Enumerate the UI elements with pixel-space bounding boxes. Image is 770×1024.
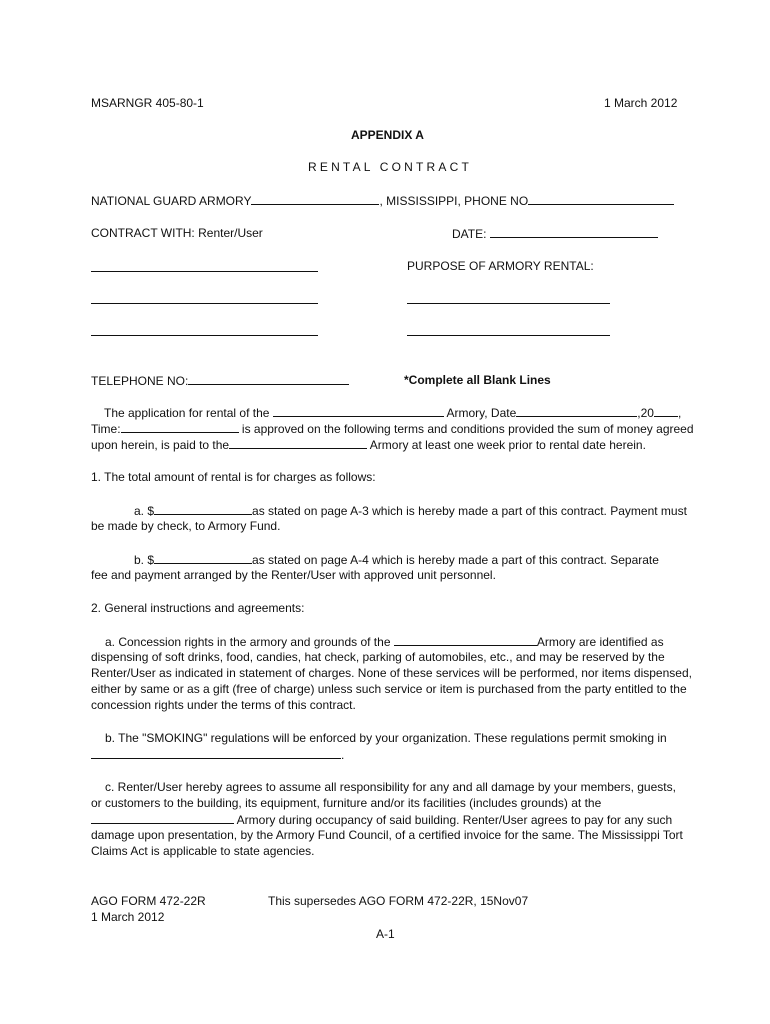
concession-line-5: concession rights under the terms of this contract. [91,698,356,712]
purpose-field-1[interactable] [407,303,610,304]
telephone-label: TELEPHONE NO: [91,374,189,388]
charge-a-amount-field[interactable] [154,503,252,515]
armory-field-3[interactable] [229,437,367,449]
telephone-row [91,373,349,388]
form-date: 1 March 2012 [91,910,165,924]
smoking-line-1: b. The "SMOKING" regulations will be enforced by your organization. These regulations permit smoking in [105,731,667,745]
concession-line-3: Renter/User as indicated in statement of charges. None of these services will be performed, nor items dispensed, [91,666,692,680]
armory-label: NATIONAL GUARD ARMORY [91,194,252,208]
page-number: A-1 [376,927,395,941]
concession-line-4: either by same or as a gift (free of charge) unless such service or item is purchased from the party entitled to the [91,682,687,696]
telephone-field[interactable] [188,373,349,385]
phone-field[interactable] [528,193,674,205]
damage-line-5: Claims Act is applicable to state agencies. [91,844,315,858]
damage-line-4: damage upon presentation, by the Armory Fund Council, of a certified invoice for the same. The Mississippi Tort [91,828,683,842]
smoking-line-2: . [91,747,344,762]
section-2-heading: 2. General instructions and agreements: [91,601,305,615]
appendix-title: APPENDIX A [351,128,424,142]
damage-line-1: c. Renter/User hereby agrees to assume all responsibility for any and all damage by your members, guests, [105,780,676,794]
armory-row [91,193,674,208]
application-line-3: upon herein, is paid to the Armory at least one week prior to rental date herein. [91,438,646,452]
date-field[interactable] [490,226,658,238]
time-field[interactable] [121,421,239,433]
section-1-heading: 1. The total amount of rental is for charges as follows: [91,470,376,484]
purpose-label: PURPOSE OF ARMORY RENTAL: [407,259,594,273]
mississippi-phone-label: , MISSISSIPPI, PHONE NO [379,194,529,208]
charge-a-line-2: be made by check, to Armory Fund. [91,519,281,533]
damage-armory-field[interactable] [91,812,234,824]
purpose-field-2[interactable] [407,335,610,336]
charge-b-amount-field[interactable] [154,552,252,564]
document-id: MSARNGR 405-80-1 [91,96,204,110]
charge-b-line-1: b. $ as stated on page A-4 which is hereby made a part of this contract. Separate [134,553,659,567]
armory-name-field[interactable] [251,193,379,205]
contract-title: RENTAL CONTRACT [308,160,473,174]
supersedes-note: This supersedes AGO FORM 472-22R, 15Nov07 [268,894,529,908]
rental-date-field[interactable] [516,405,637,417]
renter-city-field[interactable] [91,335,318,336]
date-label: DATE: [452,227,487,241]
charge-b-line-2: fee and payment arranged by the Renter/User with approved unit personnel. [91,568,496,582]
charge-a-line-1: a. $ as stated on page A-3 which is hereby made a part of this contract. Payment must [134,504,687,518]
date-row [452,226,658,241]
smoking-area-field[interactable] [91,747,341,759]
complete-note: *Complete all Blank Lines [404,373,551,387]
renter-name-field[interactable] [91,271,318,272]
year-field[interactable] [654,405,678,417]
renter-address-field[interactable] [91,303,318,304]
application-line-1: The application for rental of the Armory, Date ,20 , [104,406,682,420]
application-line-2: Time: is approved on the following terms and conditions provided the sum of money agreed [91,422,694,436]
header-date: 1 March 2012 [604,96,678,110]
damage-line-3: Armory during occupancy of said building. Renter/User agrees to pay for any such [91,812,672,827]
form-number: AGO FORM 472-22R [91,894,206,908]
concession-line-1: a. Concession rights in the armory and grounds of the Armory are identified as [105,635,664,649]
damage-line-2: or customers to the building, its equipment, furniture and/or its facilities (includes grounds) at the [91,796,602,810]
concession-line-2: dispensing of soft drinks, food, candies, hat check, parking of automobiles, etc., and may be reserved by the [91,650,665,664]
concession-armory-field[interactable] [394,634,537,646]
armory-field-2[interactable] [273,405,444,417]
contract-with-label: CONTRACT WITH: Renter/User [91,226,263,240]
